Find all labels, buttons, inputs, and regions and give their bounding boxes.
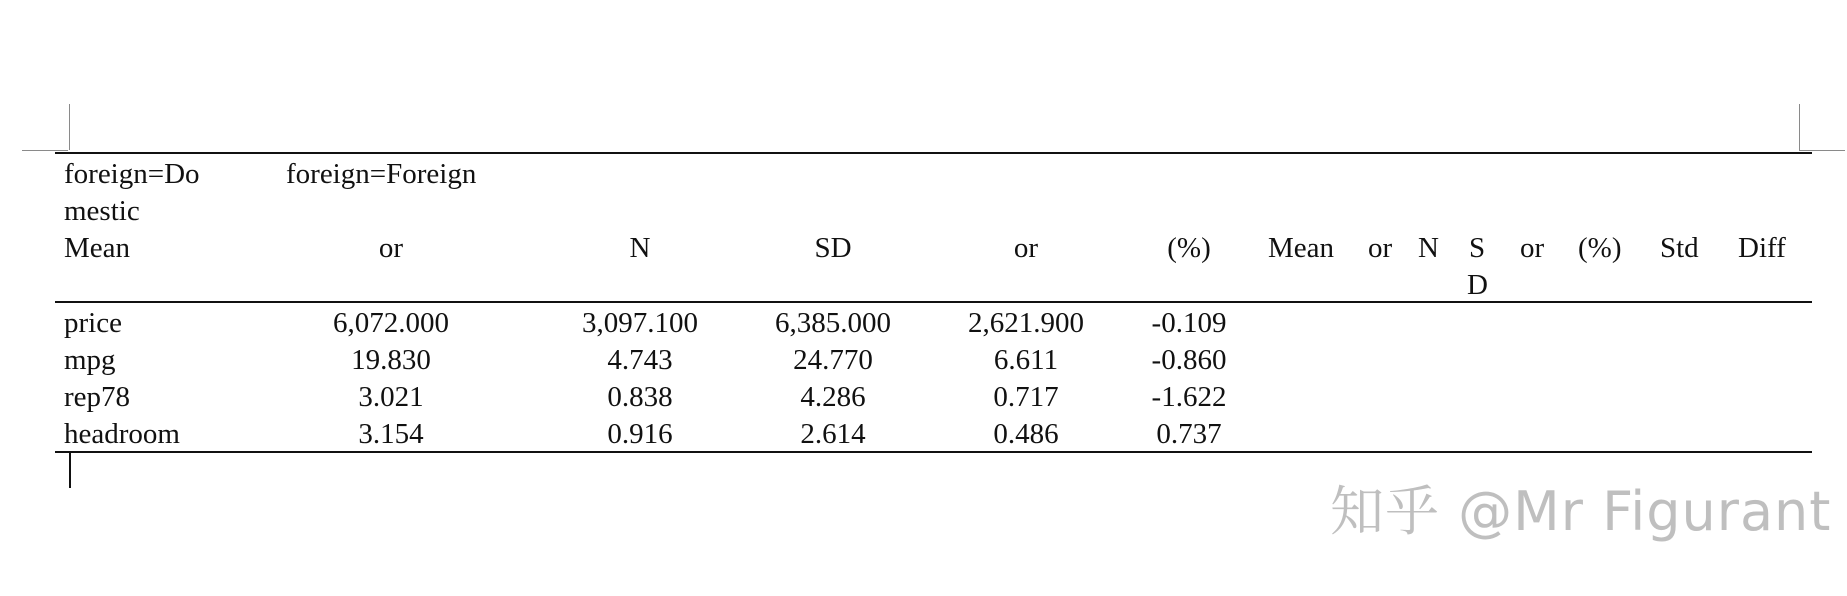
col-label: or — [1368, 232, 1393, 264]
table-top-rule — [55, 152, 1812, 154]
group-domestic-label-line1: foreign=Do — [64, 158, 200, 190]
cell: 6,385.000 — [775, 307, 891, 339]
col-label: or — [1520, 232, 1545, 264]
table-bottom-rule — [55, 451, 1812, 453]
col-label: Std — [1660, 232, 1699, 264]
col-label: Mean — [64, 232, 131, 264]
crop-mark-top-left-vertical — [69, 104, 70, 150]
group-domestic-label-line2: mestic — [64, 195, 140, 227]
col-label: SD — [814, 232, 852, 264]
header-bottom-rule — [55, 301, 1812, 303]
group-foreign-label: foreign=Foreign — [286, 158, 477, 190]
col-label: Mean — [1268, 232, 1335, 264]
cell: 0.737 — [1156, 418, 1222, 450]
cell: 0.916 — [607, 418, 673, 450]
col-label-sd-wrap: D — [1467, 269, 1488, 301]
col-label: (%) — [1167, 232, 1211, 264]
col-label: Diff — [1738, 232, 1786, 264]
col-label: N — [629, 232, 651, 264]
col-label: (%) — [1578, 232, 1622, 264]
cell: -0.109 — [1151, 307, 1227, 339]
cell: 3.154 — [358, 418, 424, 450]
cell: 2,621.900 — [968, 307, 1084, 339]
cell: 3,097.100 — [582, 307, 698, 339]
cell: 0.838 — [607, 381, 673, 413]
col-label: or — [378, 232, 404, 264]
row-label: rep78 — [64, 381, 131, 413]
row-label: price — [64, 307, 122, 339]
cell: -1.622 — [1151, 381, 1227, 413]
text-cursor[interactable] — [69, 452, 71, 488]
watermark: 知乎 @Mr Figurant — [1330, 480, 1832, 543]
col-label: S — [1469, 232, 1486, 264]
cell: 24.770 — [793, 344, 873, 376]
row-label: headroom — [64, 418, 180, 450]
cell: 19.830 — [351, 344, 431, 376]
col-label: or — [1013, 232, 1039, 264]
cell: 6,072.000 — [333, 307, 449, 339]
cell: 4.286 — [800, 381, 866, 413]
cell: 3.021 — [358, 381, 424, 413]
crop-mark-top-right-horizontal — [1799, 150, 1845, 151]
cell: 0.717 — [993, 381, 1059, 413]
col-label: N — [1418, 232, 1439, 264]
crop-mark-top-right-vertical — [1799, 104, 1800, 150]
cell: 0.486 — [993, 418, 1059, 450]
row-label: mpg — [64, 344, 116, 376]
cell: 2.614 — [800, 418, 866, 450]
cell: 4.743 — [607, 344, 673, 376]
cell: 6.611 — [993, 344, 1059, 376]
crop-mark-top-left-horizontal — [22, 150, 68, 151]
cell: -0.860 — [1151, 344, 1227, 376]
